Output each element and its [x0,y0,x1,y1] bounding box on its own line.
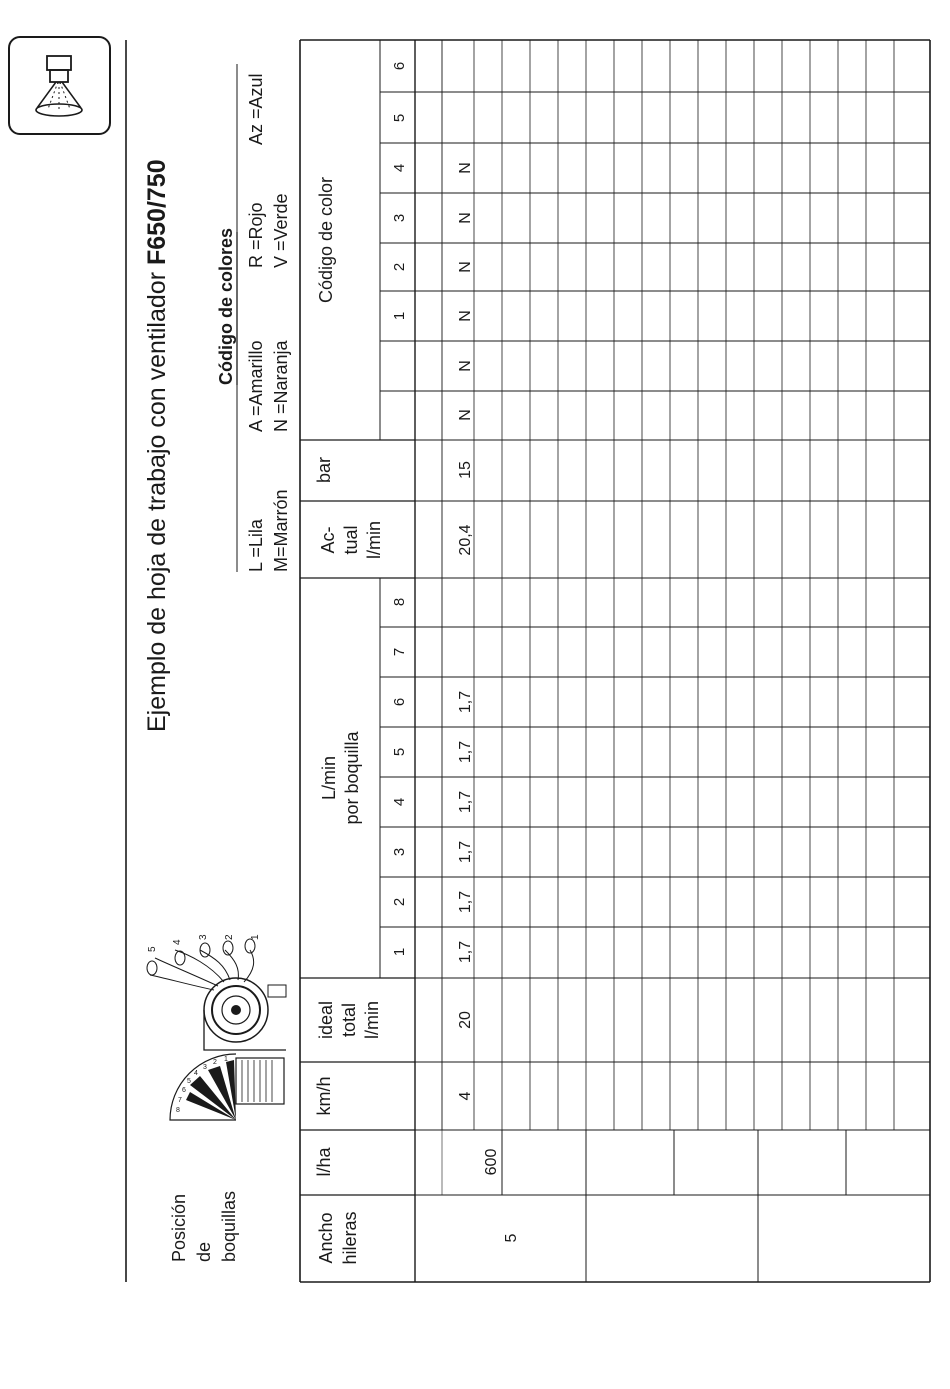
svg-text:8: 8 [176,1107,180,1114]
cell-lmin-1: 1,7 [457,940,474,964]
svg-text:3: 3 [198,934,209,940]
svg-text:de: de [194,1241,214,1262]
header-kmh: km/h [314,1076,334,1116]
header-actual-3: l/min [364,520,384,560]
svg-text:4: 4 [194,1070,198,1077]
cell-codigo-3: N [457,310,474,322]
svg-text:7: 7 [178,1097,182,1104]
color-naranja: N =Naranja [271,340,291,432]
svg-text:2: 2 [213,1059,217,1066]
header-lha: l/ha [314,1147,334,1177]
codigo-subheader-8: 6 [391,61,408,71]
color-code-legend [216,64,291,572]
svg-text:6: 6 [182,1087,186,1094]
svg-text:2: 2 [224,934,235,940]
svg-text:Posición: Posición [169,1193,189,1262]
cell-lmin-5: 1,7 [457,740,474,764]
codigo-subheader-7: 5 [391,113,408,123]
lmin-subheader-6: 6 [391,697,408,707]
lmin-subheader-1: 1 [391,947,408,957]
header-ideal-total: total [339,1002,359,1038]
fan-outlet-diagram [147,934,286,1050]
color-code-heading: Código de colores [216,227,236,385]
codigo-subheader-3: 1 [391,311,408,321]
header-actual-2: tual [341,525,361,555]
cell-codigo-4: N [457,261,474,273]
cell-ideal: 20 [457,1011,474,1029]
lmin-subheader-8: 8 [391,597,408,607]
header-ideal: ideal [316,1000,336,1040]
color-verde: V =Verde [271,193,291,268]
table-cells [314,62,520,1265]
cell-codigo-6: N [457,162,474,174]
lmin-subheader-2: 2 [391,897,408,907]
header-codigo-color: Código de color [316,176,336,304]
cell-codigo-1: N [457,409,474,421]
svg-text:5: 5 [147,946,158,952]
cell-lmin-3: 1,7 [457,840,474,864]
cell-lmin-6: 1,7 [457,690,474,714]
nozzle-position-label [169,1191,239,1262]
header-bar: bar [314,456,334,484]
color-azul: Az =Azul [246,73,266,145]
svg-text:1: 1 [250,934,261,940]
svg-text:1: 1 [224,1056,228,1063]
table-grid [300,40,930,1282]
pressure-dial-diagram [170,1054,284,1120]
lmin-subheader-7: 7 [391,647,408,657]
cell-lha: 600 [483,1148,500,1176]
lmin-subheader-5: 5 [391,747,408,757]
header-hileras: hileras [340,1211,360,1265]
cell-ancho: 5 [503,1233,520,1243]
svg-text:boquillas: boquillas [219,1190,239,1262]
cell-bar: 15 [457,461,474,479]
svg-text:3: 3 [203,1064,207,1071]
color-lila: L =Lila [246,519,266,572]
cell-lmin-2: 1,7 [457,890,474,914]
color-amarillo: A =Amarillo [246,340,266,432]
header-lmin: L/min [319,755,339,801]
work-sheet-table [300,40,930,1282]
svg-text:5: 5 [187,1078,191,1085]
sprayer-icon [9,37,110,134]
header-ideal-lmin: l/min [362,1000,382,1040]
color-rojo: R =Rojo [246,202,266,268]
header-por-boquilla: por boquilla [342,731,362,825]
cell-lmin-4: 1,7 [457,790,474,814]
color-marron: M=Marrón [271,489,291,572]
lmin-subheader-3: 3 [391,847,408,857]
header-actual-1: Ac- [318,526,338,554]
codigo-subheader-6: 4 [391,163,408,173]
cell-codigo-2: N [457,360,474,372]
cell-codigo-5: N [457,212,474,224]
page-title: Ejemplo de hoja de trabajo con ventilador F650/750 [143,159,171,732]
lmin-subheader-4: 4 [391,797,408,807]
header-ancho: Ancho [316,1212,336,1264]
cell-actual: 20,4 [457,524,474,556]
codigo-subheader-4: 2 [391,262,408,272]
codigo-subheader-5: 3 [391,213,408,223]
svg-text:4: 4 [172,939,183,945]
cell-kmh: 4 [457,1091,474,1101]
